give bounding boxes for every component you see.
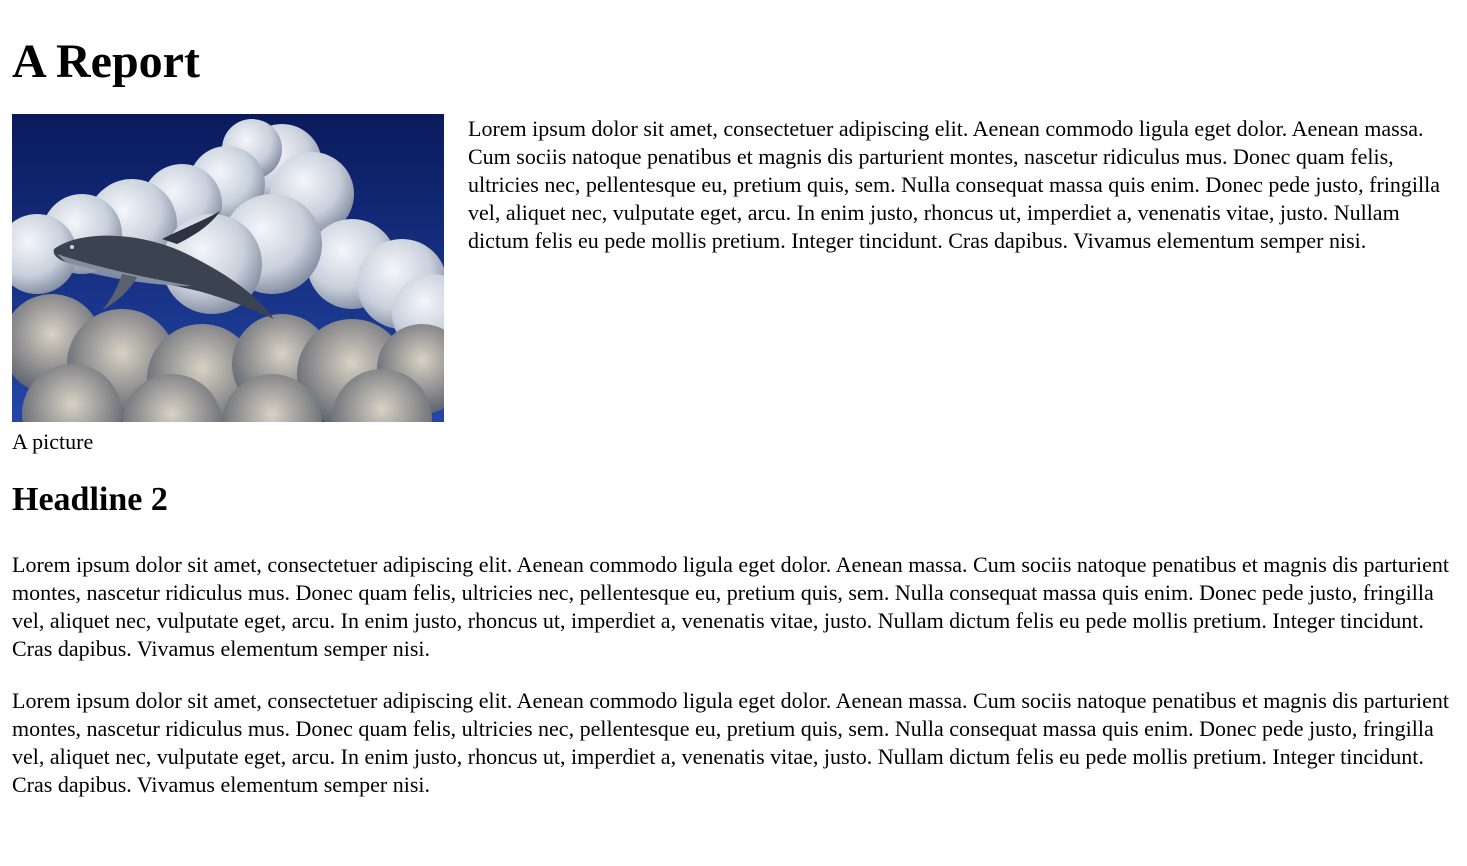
whale-picture [12,114,444,422]
figure-caption: A picture [12,429,94,454]
figure-row [12,114,1455,456]
intro-paragraph: Lorem ipsum dolor sit amet, consectetuer adipiscing elit. Aenean commodo ligula eget dolor. Aenean massa. Cum sociis natoque penatibus et magnis dis parturient montes, nascetur ridiculus mus. Donec quam felis, ultricies nec, pellentesque eu, pretium quis, sem. Nulla consequat massa quis enim. Donec pede justo, fringilla vel, aliquet nec, vulputate eget, arcu. In enim justo, rhoncus ut, imperdiet a, venenatis vitae, justo. Nullam dictum felis eu pede mollis pretium. Integer tincidunt. Cras dapibus. Vivamus elementum semper nisi. [468,116,1441,253]
body-paragraph: Lorem ipsum dolor sit amet, consectetuer adipiscing elit. Aenean commodo ligula eget dolor. Aenean massa. Cum sociis natoque penatibus et magnis dis parturient montes, nascetur ridiculus mus. Donec quam felis, ultricies nec, pellentesque eu, pretium quis, sem. Nulla consequat massa quis enim. Donec pede justo, fringilla vel, aliquet nec, vulputate eget, arcu. In enim justo, rhoncus ut, imperdiet a, venenatis vitae, justo. Nullam dictum felis eu pede mollis pretium. Integer tincidunt. Cras dapibus. Vivamus elementum semper nisi. [12,552,1450,661]
report-page [0,34,1467,799]
page-title: A Report [12,35,200,88]
section-heading: Headline 2 [12,481,168,518]
body-paragraph: Lorem ipsum dolor sit amet, consectetuer adipiscing elit. Aenean commodo ligula eget dolor. Aenean massa. Cum sociis natoque penatibus et magnis dis parturient montes, nascetur ridiculus mus. Donec quam felis, ultricies nec, pellentesque eu, pretium quis, sem. Nulla consequat massa quis enim. Donec pede justo, fringilla vel, aliquet nec, vulputate eget, arcu. In enim justo, rhoncus ut, imperdiet a, venenatis vitae, justo. Nullam dictum felis eu pede mollis pretium. Integer tincidunt. Cras dapibus. Vivamus elementum semper nisi. [12,688,1450,797]
figure [12,114,444,456]
